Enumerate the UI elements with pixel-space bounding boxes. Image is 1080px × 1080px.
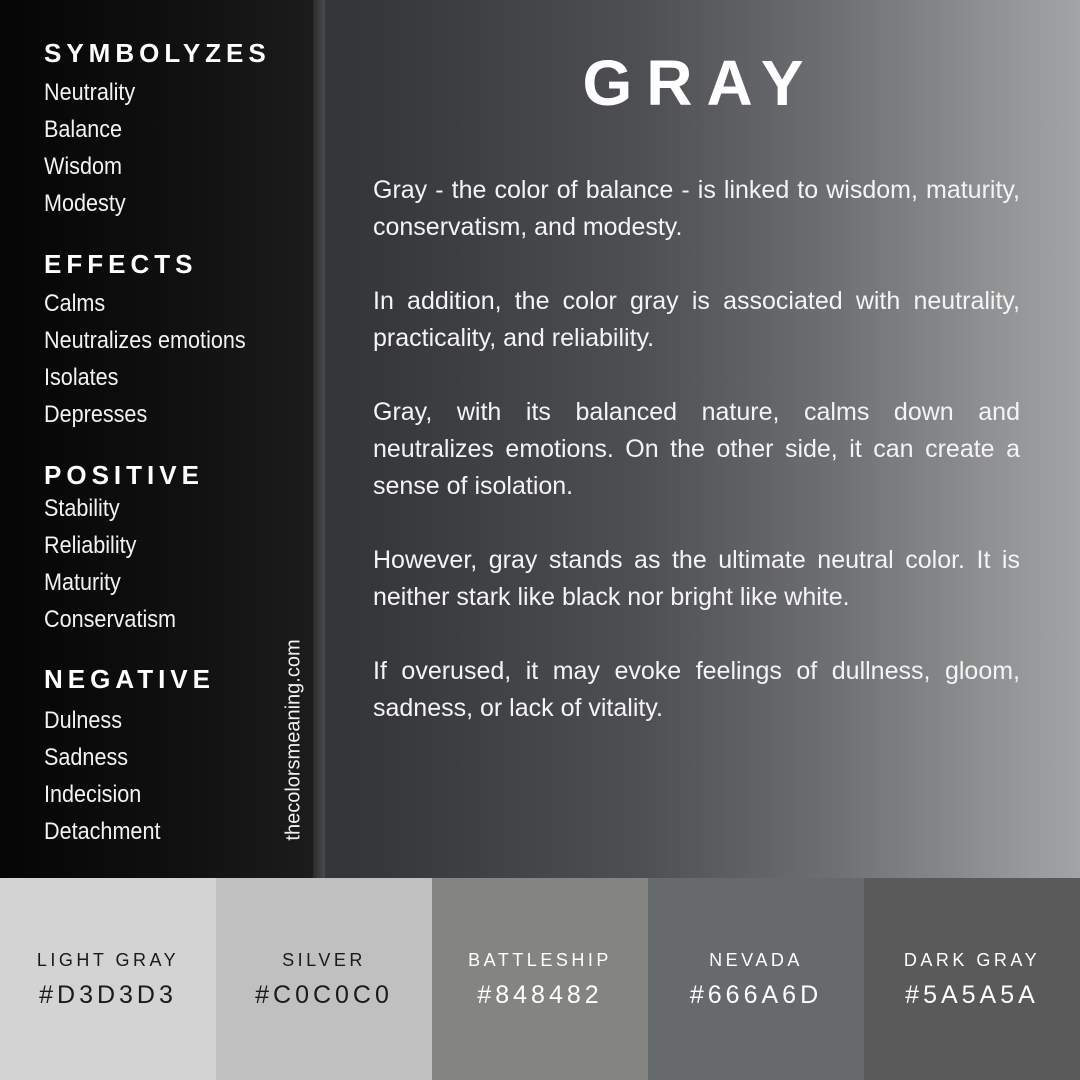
swatch-battleship xyxy=(432,878,648,1080)
section-heading: SYMBOLYZES xyxy=(44,38,271,68)
list-item: Maturity xyxy=(44,569,121,596)
list-item: Calms xyxy=(44,290,106,317)
swatch-name: DARK GRAY xyxy=(903,950,1041,970)
list-item: Balance xyxy=(44,116,123,143)
paragraph: Gray, with its balanced nature, calms down and neutralizes emotions. On the other side, it can create a sense of isolation. xyxy=(373,398,1020,500)
list-item: Neutrality xyxy=(44,79,136,106)
color-palette xyxy=(0,878,1080,1080)
list-item: Sadness xyxy=(44,744,129,771)
section-heading: NEGATIVE xyxy=(44,664,215,694)
description xyxy=(373,172,1020,764)
list-item: Depresses xyxy=(44,401,148,428)
list-item: Dulness xyxy=(44,707,123,734)
section-heading: POSITIVE xyxy=(44,460,204,490)
swatch-hex: #666A6D xyxy=(689,981,823,1009)
list-item: Conservatism xyxy=(44,606,177,633)
list-item: Reliability xyxy=(44,532,137,559)
swatch-hex: #C0C0C0 xyxy=(255,981,393,1009)
list-item: Stability xyxy=(44,495,120,522)
paragraph: Gray - the color of balance - is linked to wisdom, maturity, conservatism, and modesty. xyxy=(373,176,1020,241)
negative-section xyxy=(44,664,215,850)
swatch-nevada xyxy=(648,878,864,1080)
list-item: Modesty xyxy=(44,190,126,217)
list-item: Detachment xyxy=(44,818,161,845)
list-item: Isolates xyxy=(44,364,119,391)
website-credit: thecolorsmeaning.com xyxy=(282,639,305,841)
swatch-name: BATTLESHIP xyxy=(468,950,612,970)
paragraph: If overused, it may evoke feelings of dullness, gloom, sadness, or lack of vitality. xyxy=(373,657,1020,722)
symbolyzes-section xyxy=(44,38,271,222)
positive-section xyxy=(44,460,204,638)
swatch-silver xyxy=(216,878,432,1080)
list-item: Wisdom xyxy=(44,153,123,180)
paragraph: However, gray stands as the ultimate neutral color. It is neither stark like black nor bright like white. xyxy=(373,546,1020,611)
sidebar xyxy=(0,0,325,878)
swatch-hex: #5A5A5A xyxy=(905,981,1039,1009)
list-item: Indecision xyxy=(44,781,142,808)
swatch-hex: #D3D3D3 xyxy=(39,981,177,1009)
swatch-dark-gray xyxy=(864,878,1080,1080)
swatch-hex: #848482 xyxy=(477,981,603,1009)
swatch-light-gray xyxy=(0,878,216,1080)
swatch-name: LIGHT GRAY xyxy=(36,950,180,970)
swatch-name: SILVER xyxy=(282,950,366,970)
paragraph: In addition, the color gray is associated with neutrality, practicality, and reliability. xyxy=(373,287,1020,352)
effects-section xyxy=(44,249,268,433)
list-item: Neutralizes emotions xyxy=(44,327,246,354)
section-heading: EFFECTS xyxy=(44,249,198,279)
swatch-name: NEVADA xyxy=(709,950,803,970)
page-title: GRAY xyxy=(582,47,818,119)
